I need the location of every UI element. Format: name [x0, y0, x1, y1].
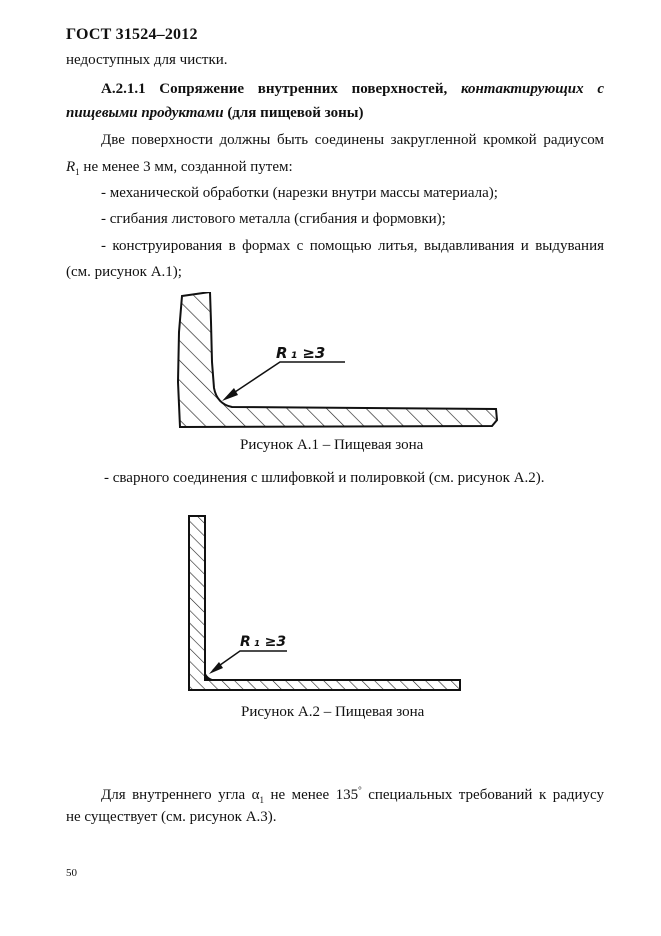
figure-a1-arrow-head	[222, 388, 238, 401]
bullet-item-3-line2: (см. рисунок А.1);	[66, 264, 182, 280]
radius-symbol: R	[66, 159, 76, 175]
figure-a1-radius-label: R ₁ ≥3	[276, 344, 326, 362]
section-number: А.2.1.1	[101, 81, 146, 97]
radius-subscript: 1	[75, 167, 80, 177]
figure-a2-section-body	[189, 516, 460, 690]
document-header-title: ГОСТ 31524–2012	[66, 26, 198, 43]
paragraph2-line2: не существует (см. рисунок А.3).	[66, 809, 277, 825]
paragraph2-text-c: специальных требований к радиусу	[361, 787, 604, 803]
section-title-bold-part1: Сопряжение внутренних поверхностей,	[159, 81, 448, 97]
paragraph2-text-b: не менее 135	[263, 787, 359, 803]
angle-subscript: 1	[259, 795, 264, 805]
continuation-line: недоступных для чистки.	[66, 52, 228, 68]
paragraph1-line1: Две поверхности должны быть соединены закругленной кромкой радиусом	[101, 132, 604, 148]
section-heading-line1	[101, 80, 604, 98]
figure-a2-caption: Рисунок А.2 – Пищевая зона	[241, 704, 425, 720]
figure-a2-radius-label: R ₁ ≥3	[240, 634, 287, 650]
page-number: 50	[66, 867, 77, 879]
figure-a2-weld-fillet	[205, 670, 217, 680]
bullet-item-4: - сварного соединения с шлифовкой и полировкой (см. рисунок А.2).	[104, 470, 545, 486]
section-title-italic-part1: контактирующих с	[460, 81, 604, 97]
figure-a2-drawing	[180, 512, 465, 697]
figure-a1-leader-line	[226, 362, 345, 398]
paragraph1-line2-text: не менее 3 мм, созданной путем:	[79, 159, 293, 175]
figure-a1-section-body	[178, 292, 497, 427]
bullet-item-1: - механической обработки (нарезки внутри массы материала);	[101, 185, 498, 201]
section-title-bold-part2: (для пищевой зоны)	[227, 105, 364, 121]
figure-a1-drawing	[170, 292, 505, 432]
figure-a2-leader-line	[213, 651, 287, 670]
section-title-italic-part2: пищевыми продуктами	[66, 105, 224, 121]
degree-symbol: °	[358, 785, 362, 795]
paragraph2-line1	[101, 781, 604, 809]
figure-a1-caption: Рисунок А.1 – Пищевая зона	[240, 437, 424, 453]
paragraph2-text-a: Для внутреннего угла α	[101, 787, 260, 803]
bullet-item-3-line1: - конструирования в формах с помощью литья, выдавливания и выдувания	[101, 238, 604, 254]
bullet-item-2: - сгибания листового металла (сгибания и формовки);	[101, 211, 446, 227]
paragraph1-line2	[66, 158, 293, 181]
section-heading-line2	[66, 104, 363, 122]
